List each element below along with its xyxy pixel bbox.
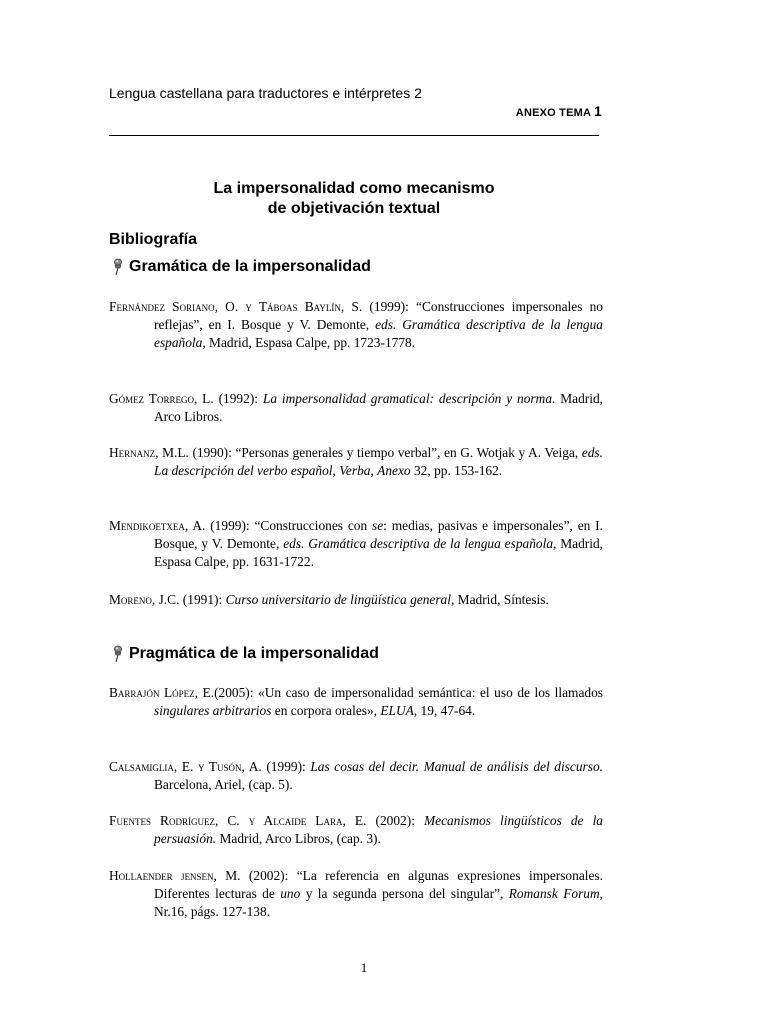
bib-entry xyxy=(109,591,603,609)
entry-title: eds. La descripción del verbo español xyxy=(154,445,603,479)
entry-author: Gómez Torrego, L. xyxy=(109,391,214,406)
entry-text: (2002): “La referencia en algunas expresiones impersonales. Diferentes lecturas de xyxy=(154,868,603,902)
entry-title: se xyxy=(372,518,384,533)
entry-author: Hollaender jensen, M. xyxy=(109,868,241,883)
entry-text: , 19, 47-64. xyxy=(413,703,476,719)
bib-entry xyxy=(109,390,603,426)
annex-number: 1 xyxy=(594,103,602,119)
bib-entry xyxy=(109,298,603,353)
entry-text: : medias, pasivas e impersonales”, en I. Bosque, y V. Demonte, xyxy=(154,518,603,552)
entry-text: (2005): «Un caso de impersonalidad semántica: el uso de los llamados xyxy=(214,685,604,700)
entry-author: Fernández Soriano, O. y Táboas Baylín, S. xyxy=(109,299,363,314)
entry-text: (2002): xyxy=(366,813,425,828)
entry-text: (1999): xyxy=(261,759,311,774)
page-number: 1 xyxy=(360,960,368,975)
entry-title: Verba xyxy=(339,463,371,479)
entry-title: La impersonalidad gramatical: descripción y norma xyxy=(262,391,553,406)
entry-title: Anexo xyxy=(377,463,411,479)
entry-text: (1991): xyxy=(179,592,226,607)
section-heading-pragmatics xyxy=(110,645,379,663)
entry-title: Romansk Forum xyxy=(508,886,600,902)
entry-text: , Madrid, Espasa Calpe, pp. 1631-1722. xyxy=(154,536,604,570)
title-line-1: La impersonalidad como mecanismo xyxy=(213,180,495,197)
entry-text: , xyxy=(370,463,378,479)
entry-text: 32, pp. 153-162. xyxy=(410,463,503,479)
entry-text: (1992): xyxy=(213,391,263,406)
entry-author: Barrajón López, E. xyxy=(109,685,215,700)
entry-title: eds. Gramática descriptiva de la lengua española xyxy=(154,317,603,351)
section-heading-text: Gramática de la impersonalidad xyxy=(129,258,371,275)
bib-entry xyxy=(109,444,603,480)
section-heading-grammar xyxy=(110,258,371,276)
section-heading-text: Pragmática de la impersonalidad xyxy=(129,645,379,662)
entry-title: Curso universitario de lingüística general xyxy=(225,592,451,607)
title-line-2: de objetivación textual xyxy=(267,200,441,217)
entry-text: (1990): “Personas generales y tiempo verbal”, en G. Wotjak y A. Veiga, xyxy=(188,445,582,460)
header-rule xyxy=(109,135,599,136)
entry-title: singulares arbitrarios xyxy=(154,703,272,719)
bibliography-heading: Bibliografía xyxy=(109,231,198,248)
entry-author: Calsamiglia, E. y Tusón, A. xyxy=(109,759,262,774)
bib-entry xyxy=(109,684,603,720)
annex-label xyxy=(516,103,602,119)
bib-entry xyxy=(109,867,603,922)
course-header: Lengua castellana para traductores e intérpretes 2 xyxy=(109,85,422,101)
entry-text: Barcelona, Ariel, (cap. 5). xyxy=(154,777,293,793)
entry-text: y la segunda persona del singular”, xyxy=(300,886,509,902)
entry-text: , Madrid, Espasa Calpe, pp. 1723-1778. xyxy=(202,335,416,351)
entry-text: , Nr.16, págs. 127-138. xyxy=(154,886,604,920)
entry-title: uno xyxy=(280,886,301,902)
entry-title: ELUA xyxy=(380,703,414,719)
entry-text: (1999): “Construcciones con xyxy=(205,518,373,533)
entry-author: Fuentes Rodríguez, C. y Alcaide Lara, E. xyxy=(109,813,367,828)
entry-title: Mecanismos lingüísticos de la persuasión. xyxy=(154,813,603,847)
entry-text: , Madrid, Síntesis. xyxy=(450,592,549,607)
entry-author: Hernanz, M.L. xyxy=(109,445,189,460)
entry-author: Mendikoetxea, A. xyxy=(109,518,206,533)
bib-entry xyxy=(109,812,603,848)
entry-title: eds. Gramática descriptiva de la lengua española xyxy=(283,536,554,552)
pushpin-icon xyxy=(110,645,124,663)
bib-entry xyxy=(109,758,603,794)
entry-text: . Madrid, Arco Libros. xyxy=(154,391,603,425)
pushpin-icon xyxy=(110,258,124,276)
document-title xyxy=(109,179,599,219)
entry-text: , xyxy=(332,463,340,479)
entry-title: Las cosas del decir. Manual de análisis del discurso. xyxy=(310,759,603,774)
entry-author: Moreno, J.C. xyxy=(109,592,180,607)
entry-text: Madrid, Arco Libros, (cap. 3). xyxy=(216,831,381,847)
bib-entry xyxy=(109,517,603,572)
entry-text: en corpora orales», xyxy=(271,703,381,719)
entry-text: (1999): “Construcciones impersonales no reflejas”, en I. Bosque y V. Demonte, xyxy=(154,299,604,333)
annex-label-text: ANEXO TEMA xyxy=(515,107,591,119)
